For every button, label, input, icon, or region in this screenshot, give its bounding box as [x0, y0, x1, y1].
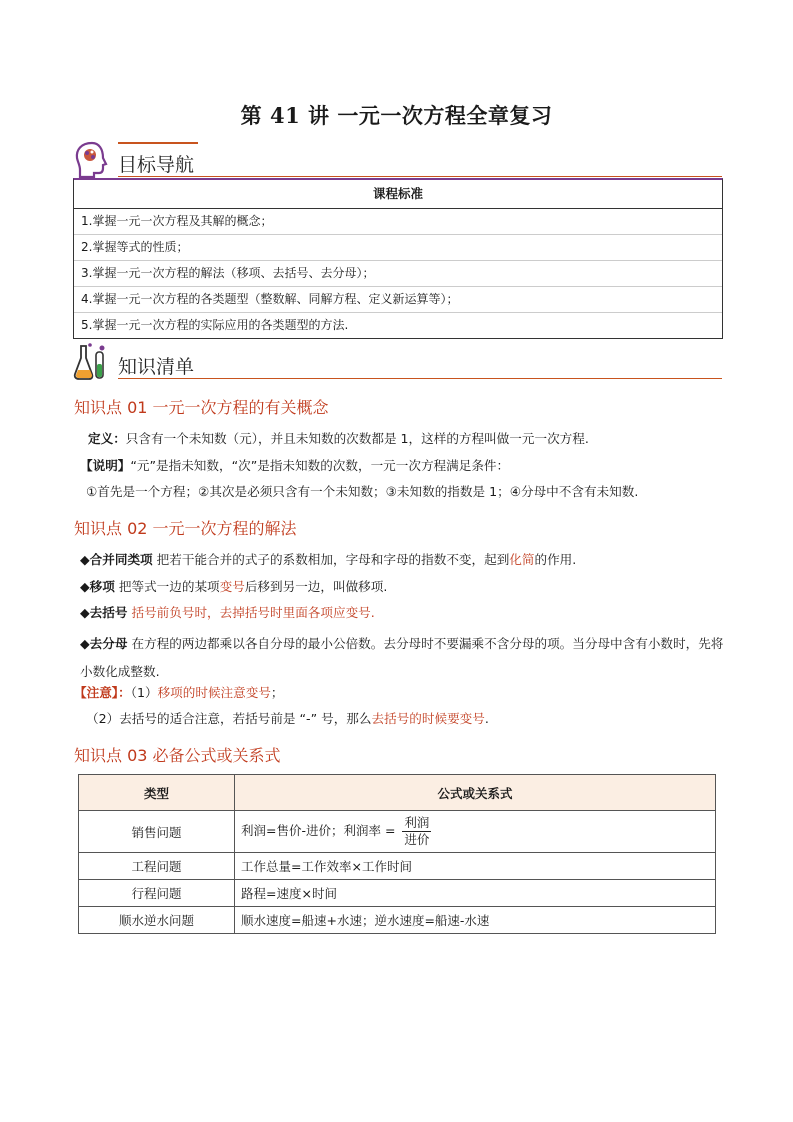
notice-sep: ： — [118, 685, 131, 700]
step-text: 的作用. — [534, 552, 577, 567]
step-highlight: 变号 — [219, 579, 245, 594]
notice-text: . — [484, 711, 489, 726]
note-label: 【说明】 — [80, 458, 131, 473]
objective-item: 4.掌握一元一次方程的各类题型（整数解、同解方程、定义新运算等）； — [74, 286, 722, 312]
section-header-knowledge — [72, 342, 722, 382]
step-label: ◆合并同类项 — [80, 552, 153, 567]
fraction-numerator: 利润 — [404, 815, 430, 830]
fraction-denominator: 进价 — [404, 832, 430, 847]
brain-head-icon — [72, 140, 112, 180]
objectives-header: 课程标准 — [74, 180, 722, 209]
step-text: 在方程的两边都乘以各自分母的最小公倍数。去分母时不要漏乘不含分母的项。当分母中含有小数时，先将小数化成整数. — [80, 636, 724, 679]
definition-label: 定义： — [88, 431, 126, 446]
section-header-goals — [72, 140, 722, 180]
notice-text: （1） — [130, 685, 158, 700]
notice-highlight: 去括号的时候要变号 — [371, 711, 485, 726]
col-header-type: 类型 — [79, 775, 235, 811]
row-type: 顺水逆水问题 — [79, 907, 235, 934]
kp3-title: 知识点 03 必备公式或关系式 — [74, 746, 281, 765]
formula-table-header — [79, 775, 716, 811]
definition-text: 只含有一个未知数（元），并且未知数的次数都是 1，这样的方程叫做一元一次方程. — [125, 431, 589, 446]
notice-highlight: 移项的时候注意变号 — [157, 685, 271, 700]
kp2-step-denominator — [80, 630, 724, 686]
kp2-step-combine — [80, 551, 728, 569]
objective-item: 2.掌握等式的性质； — [74, 234, 722, 260]
row-type: 工程问题 — [79, 853, 235, 880]
objectives-table — [73, 178, 723, 339]
kp2-notice-2 — [86, 710, 734, 728]
row-formula — [235, 811, 716, 853]
row-formula: 顺水速度=船速+水速；逆水速度=船速-水速 — [235, 907, 716, 934]
step-text: 把若干能合并的式子的系数相加，字母和字母的指数不变，起到 — [152, 552, 510, 567]
step-highlight: 括号前负号时，去掉括号时里面各项应变号. — [127, 605, 375, 620]
step-label: ◆去括号 — [80, 605, 128, 620]
row-type: 行程问题 — [79, 880, 235, 907]
kp2-notice-1 — [74, 684, 722, 702]
step-label: ◆去分母 — [80, 636, 128, 651]
row-type: 销售问题 — [79, 811, 235, 853]
table-row — [79, 853, 716, 880]
table-row — [79, 880, 716, 907]
table-row — [79, 907, 716, 934]
kp1-note — [80, 457, 728, 475]
kp1-conditions: ①首先是一个方程；②其次是必须只含有一个未知数；③未知数的指数是 1；④分母中不含有未知数. — [86, 484, 639, 499]
notice-label: 【注意】 — [74, 685, 119, 700]
row-formula: 工作总量=工作效率×工作时间 — [235, 853, 716, 880]
lab-flask-icon — [72, 342, 112, 382]
notice-text: （2）去括号的适合注意，若括号前是 “-” 号，那么 — [86, 711, 372, 726]
step-text: 把等式一边的某项 — [114, 579, 220, 594]
formula-text: 利润=售价-进价；利润率 = — [241, 823, 400, 838]
row-formula: 路程=速度×时间 — [235, 880, 716, 907]
page-title: 第 41 讲 一元一次方程全章复习 — [240, 103, 553, 128]
fraction — [402, 815, 431, 848]
objective-item: 1.掌握一元一次方程及其解的概念； — [81, 214, 273, 228]
formula-table — [78, 774, 716, 934]
kp1-title: 知识点 01 一元一次方程的有关概念 — [74, 398, 329, 417]
step-text: 后移到另一边，叫做移项. — [244, 579, 388, 594]
step-label: ◆移项 — [80, 579, 115, 594]
objective-item: 3.掌握一元一次方程的解法（移项、去括号、去分母）； — [74, 260, 722, 286]
section-title-goals: 目标导航 — [118, 154, 195, 176]
table-row — [79, 811, 716, 853]
col-header-formula: 公式或关系式 — [235, 775, 716, 811]
kp2-step-move — [80, 578, 728, 596]
kp2-step-brackets — [80, 604, 728, 622]
section-title-knowledge: 知识清单 — [118, 356, 195, 378]
kp2-title: 知识点 02 一元一次方程的解法 — [74, 519, 297, 538]
notice-text: ； — [270, 685, 284, 700]
note-text: “元”是指未知数，“次”是指未知数的次数，一元一次方程满足条件： — [130, 458, 510, 473]
kp1-definition — [88, 430, 736, 448]
objective-item: 5.掌握一元一次方程的实际应用的各类题型的方法. — [74, 312, 722, 338]
step-highlight: 化简 — [509, 552, 535, 567]
